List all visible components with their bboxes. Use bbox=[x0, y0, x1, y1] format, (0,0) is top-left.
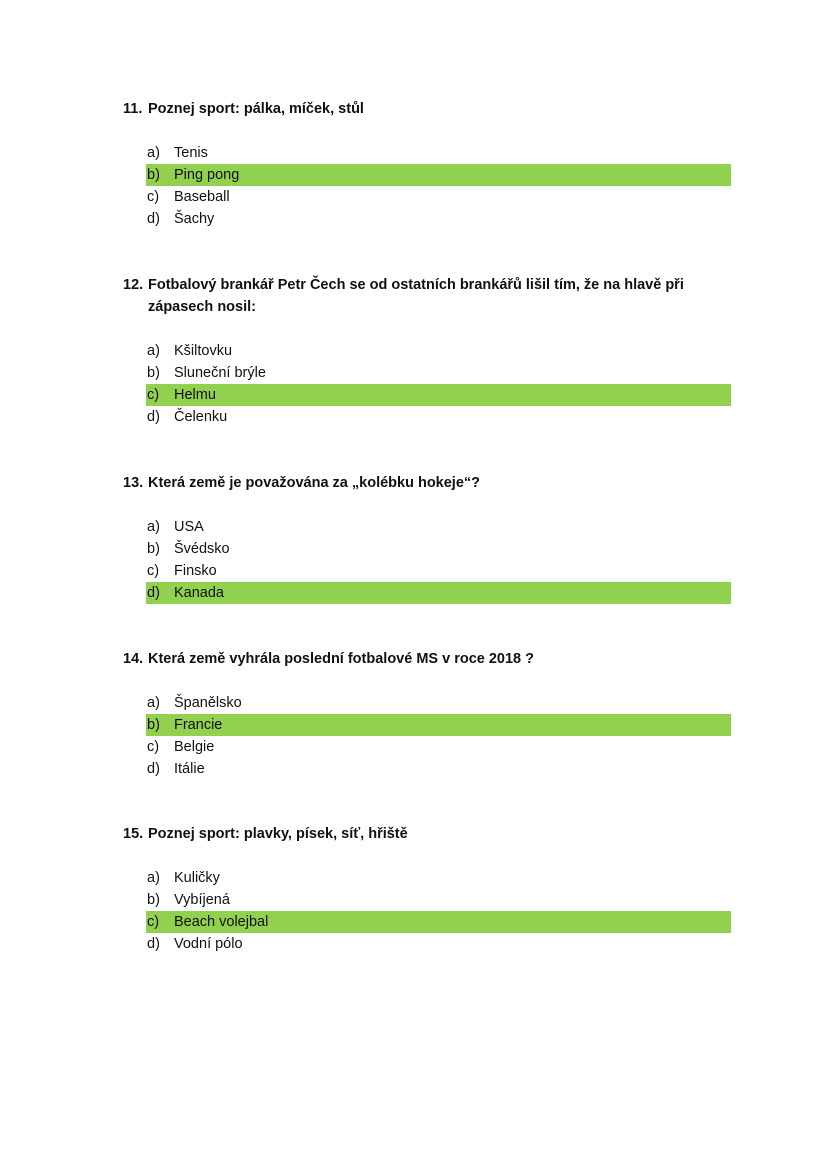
question-text: Fotbalový brankář Petr Čech se od ostatních brankářů lišil tím, že na hlavě při zápasech nosil: bbox=[148, 277, 684, 315]
answer-letter: d) bbox=[147, 211, 160, 227]
answer-letter: d) bbox=[147, 409, 160, 425]
answer-letter: b) bbox=[147, 167, 160, 183]
answer-letter: a) bbox=[147, 343, 160, 359]
answer-text: Sluneční brýle bbox=[174, 365, 266, 381]
answer-list bbox=[146, 142, 731, 230]
answer-option[interactable] bbox=[146, 736, 731, 758]
answer-option-correct[interactable] bbox=[146, 582, 731, 604]
answer-option-correct[interactable] bbox=[146, 384, 731, 406]
question-text: Poznej sport: pálka, míček, stůl bbox=[148, 101, 364, 117]
answer-option[interactable] bbox=[146, 758, 731, 780]
answer-list bbox=[146, 516, 731, 604]
answer-text: Španělsko bbox=[174, 695, 242, 711]
answer-option[interactable] bbox=[146, 516, 731, 538]
answer-letter: d) bbox=[147, 761, 160, 777]
answer-text: Helmu bbox=[174, 387, 216, 403]
answer-option[interactable] bbox=[146, 208, 731, 230]
question-title bbox=[123, 472, 733, 494]
question-text: Která země vyhrála poslední fotbalové MS v roce 2018 ? bbox=[148, 651, 535, 667]
question-title bbox=[123, 823, 733, 845]
answer-text: Finsko bbox=[174, 563, 217, 579]
question-13 bbox=[123, 472, 733, 604]
answer-letter: b) bbox=[147, 541, 160, 557]
answer-text: Beach volejbal bbox=[174, 914, 269, 930]
answer-letter: d) bbox=[147, 585, 160, 601]
answer-letter: c) bbox=[147, 189, 160, 205]
answer-letter: a) bbox=[147, 145, 160, 161]
answer-letter: c) bbox=[147, 387, 160, 403]
answer-text: Kuličky bbox=[174, 870, 220, 886]
answer-option-correct[interactable] bbox=[146, 714, 731, 736]
answer-option-correct[interactable] bbox=[146, 911, 731, 933]
answer-list bbox=[146, 340, 731, 428]
answer-letter: b) bbox=[147, 717, 160, 733]
question-number: 11. bbox=[123, 101, 143, 117]
question-number: 14. bbox=[123, 651, 144, 667]
question-15 bbox=[123, 823, 733, 955]
answer-text: Belgie bbox=[174, 739, 215, 755]
answer-option[interactable] bbox=[146, 406, 731, 428]
answer-letter: c) bbox=[147, 563, 160, 579]
question-number: 12. bbox=[123, 277, 144, 293]
answer-letter: b) bbox=[147, 365, 160, 381]
question-11 bbox=[123, 98, 733, 230]
question-14 bbox=[123, 648, 733, 780]
question-title bbox=[123, 648, 733, 670]
answer-text: Čelenku bbox=[174, 409, 228, 425]
answer-letter: c) bbox=[147, 914, 160, 930]
answer-text: Tenis bbox=[174, 145, 208, 161]
answer-text: Kanada bbox=[174, 585, 224, 601]
answer-letter: a) bbox=[147, 870, 160, 886]
answer-text: Švédsko bbox=[174, 541, 230, 557]
answer-option[interactable] bbox=[146, 362, 731, 384]
answer-text: Vybíjená bbox=[174, 892, 230, 908]
question-number: 15. bbox=[123, 826, 144, 842]
answer-option[interactable] bbox=[146, 538, 731, 560]
answer-letter: b) bbox=[147, 892, 160, 908]
answer-option[interactable] bbox=[146, 560, 731, 582]
question-text: Poznej sport: plavky, písek, síť, hřiště bbox=[148, 826, 408, 842]
answer-option-correct[interactable] bbox=[146, 164, 731, 186]
answer-letter: d) bbox=[147, 936, 160, 952]
answer-option[interactable] bbox=[146, 340, 731, 362]
answer-text: Baseball bbox=[174, 189, 230, 205]
answer-letter: a) bbox=[147, 695, 160, 711]
question-number: 13. bbox=[123, 475, 144, 491]
answer-option[interactable] bbox=[146, 889, 731, 911]
question-title bbox=[123, 274, 733, 318]
answer-text: Ping pong bbox=[174, 167, 240, 183]
answer-text: Kšiltovku bbox=[174, 343, 233, 359]
answer-option[interactable] bbox=[146, 186, 731, 208]
answer-option[interactable] bbox=[146, 867, 731, 889]
answer-text: USA bbox=[174, 519, 204, 535]
answer-text: Šachy bbox=[174, 211, 215, 227]
answer-text: Francie bbox=[174, 717, 223, 733]
answer-text: Itálie bbox=[174, 761, 205, 777]
answer-letter: c) bbox=[147, 739, 160, 755]
answer-option[interactable] bbox=[146, 692, 731, 714]
question-12 bbox=[123, 274, 733, 428]
answer-text: Vodní pólo bbox=[174, 936, 243, 952]
question-title bbox=[123, 98, 733, 120]
answer-list bbox=[146, 867, 731, 955]
answer-option[interactable] bbox=[146, 142, 731, 164]
answer-option[interactable] bbox=[146, 933, 731, 955]
answer-list bbox=[146, 692, 731, 780]
question-text: Která země je považována za „kolébku hokeje“? bbox=[148, 475, 481, 491]
answer-letter: a) bbox=[147, 519, 160, 535]
